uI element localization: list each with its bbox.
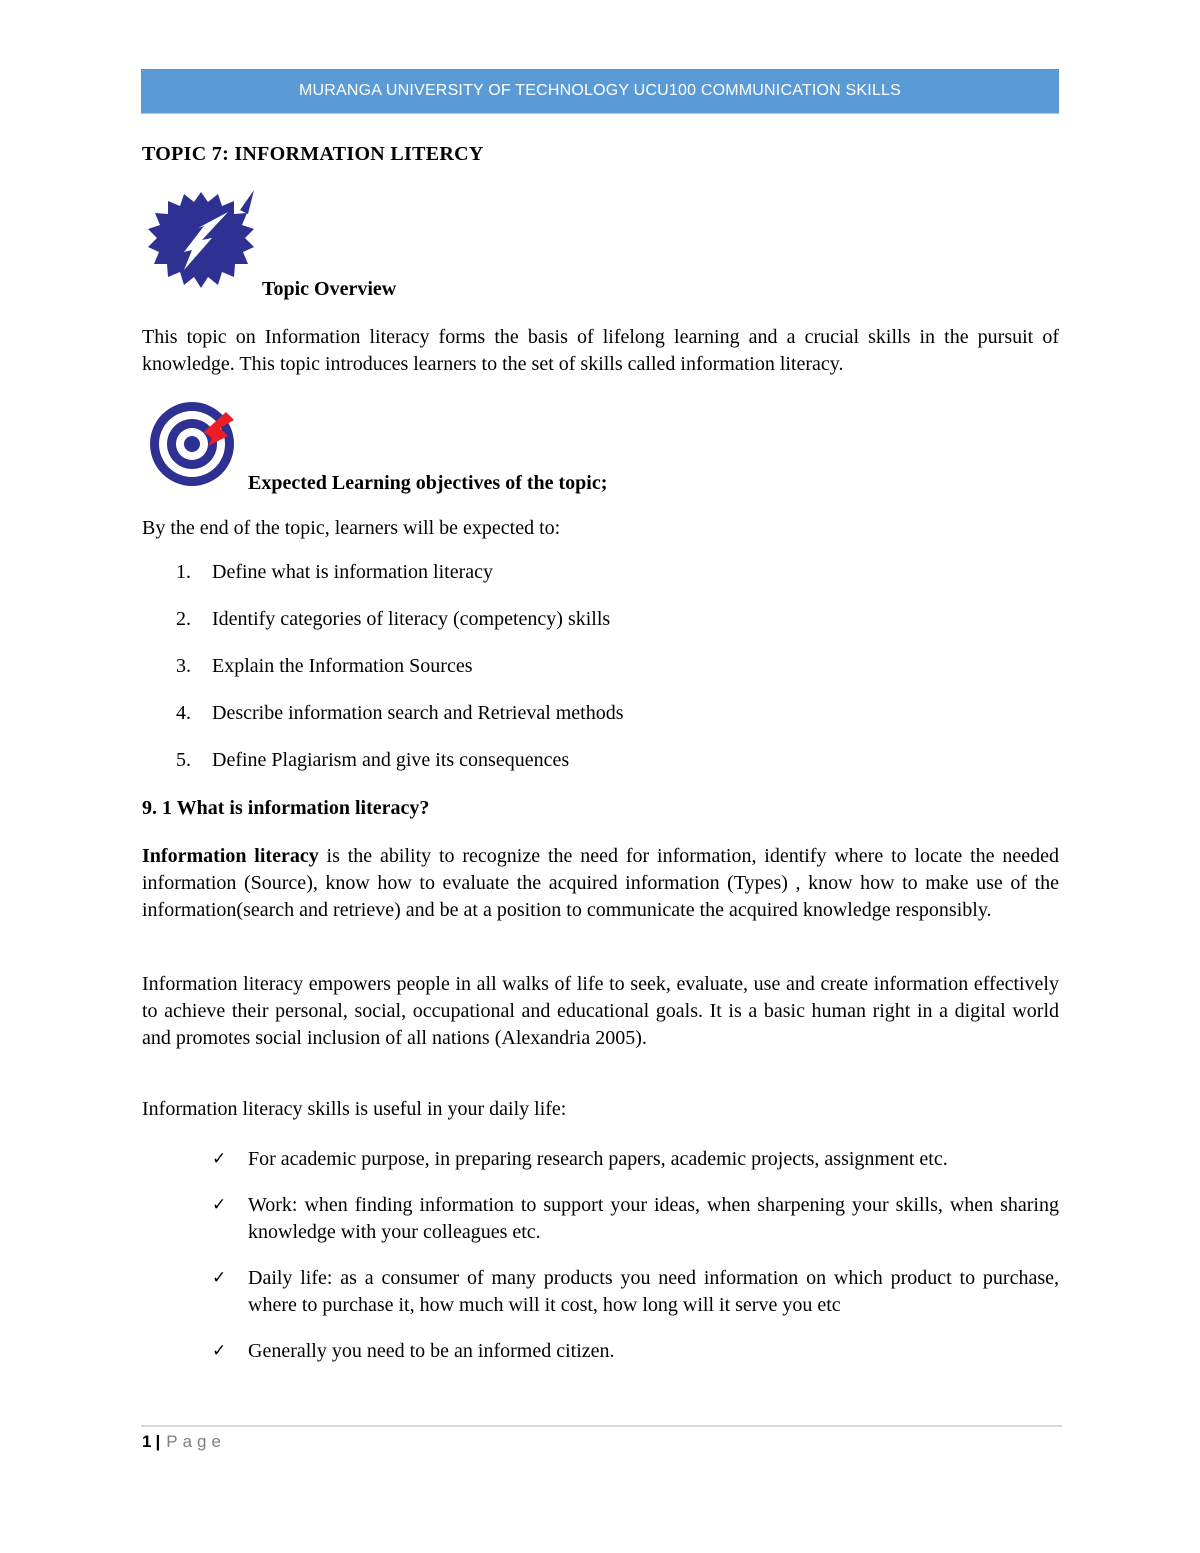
empowers-paragraph: Information literacy empowers people in all walks of life to seek, evaluate, use and create information effectively to achieve their personal, social, occupational and educational goals. It is a basic human right in a digital world and promotes social inclusion of all nations (Alexandria 2005). <box>142 973 1059 1049</box>
checkmark-icon: ✓ <box>212 1341 227 1361</box>
use-item <box>212 1146 1059 1173</box>
use-text: Work: when finding information to support your ideas, when sharpening your skills, when sharing knowledge with your colleagues etc. <box>248 1194 1059 1243</box>
objective-text: Explain the Information Sources <box>212 655 473 677</box>
use-text: Generally you need to be an informed citizen. <box>248 1340 615 1362</box>
objective-number: 1. <box>176 561 191 583</box>
objective-text: Define what is information literacy <box>212 561 494 583</box>
section-heading: 9. 1 What is information literacy? <box>142 797 430 819</box>
objective-item <box>176 749 624 796</box>
page-number: 1 <box>142 1432 152 1451</box>
lightning-burst-icon <box>144 188 258 292</box>
definition-paragraph <box>142 843 1059 924</box>
uses-intro: Information literacy skills is useful in your daily life: <box>142 1098 567 1120</box>
objective-number: 2. <box>176 608 191 630</box>
page-label: Page <box>166 1432 226 1451</box>
uses-list <box>212 1146 1059 1384</box>
document-header <box>141 69 1059 114</box>
objectives-list <box>176 561 624 796</box>
objective-number: 4. <box>176 702 191 724</box>
use-text: For academic purpose, in preparing research papers, academic projects, assignment etc. <box>248 1148 948 1170</box>
use-item <box>212 1338 1059 1365</box>
objective-item <box>176 655 624 702</box>
definition-text: is the ability to recognize the need for information, identify where to locate the needed information (Source), know how to evaluate the acquired information (Types) , know how to make use of the information(search and retrieve) and be at a position to communicate the acquired knowledge responsibly. <box>142 845 1059 921</box>
topic-overview-heading: Topic Overview <box>262 278 397 300</box>
header-title: MURANGA UNIVERSITY OF TECHNOLOGY UCU100 COMMUNICATION SKILLS <box>298 82 902 99</box>
use-item <box>212 1265 1059 1319</box>
objective-number: 5. <box>176 749 191 771</box>
objective-text: Describe information search and Retrieval methods <box>212 702 624 724</box>
objectives-intro: By the end of the topic, learners will be expected to: <box>142 517 561 539</box>
checkmark-icon: ✓ <box>212 1149 227 1169</box>
objective-number: 3. <box>176 655 191 677</box>
topic-overview-text: This topic on Information literacy forms the basis of lifelong learning and a crucial skills in the pursuit of knowledge. This topic introduces learners to the set of skills called information literacy. <box>142 326 1059 375</box>
checkmark-icon: ✓ <box>212 1195 227 1215</box>
objective-text: Identify categories of literacy (competency) skills <box>212 608 611 630</box>
definition-term: Information literacy <box>142 845 319 867</box>
objective-item <box>176 561 624 608</box>
use-item <box>212 1192 1059 1246</box>
use-text: Daily life: as a consumer of many products you need information on which product to purchase, where to purchase it, how much will it cost, how long will it serve you etc <box>248 1267 1059 1316</box>
objective-item <box>176 608 624 655</box>
checkmark-icon: ✓ <box>212 1268 227 1288</box>
footer-divider <box>141 1425 1062 1427</box>
page-footer <box>142 1432 226 1452</box>
objectives-heading: Expected Learning objectives of the topic; <box>248 472 608 494</box>
target-icon <box>144 398 244 490</box>
footer-separator: | <box>155 1432 161 1451</box>
objective-item <box>176 702 624 749</box>
objective-text: Define Plagiarism and give its consequences <box>212 749 570 771</box>
topic-title: TOPIC 7: INFORMATION LITERCY <box>142 143 484 165</box>
